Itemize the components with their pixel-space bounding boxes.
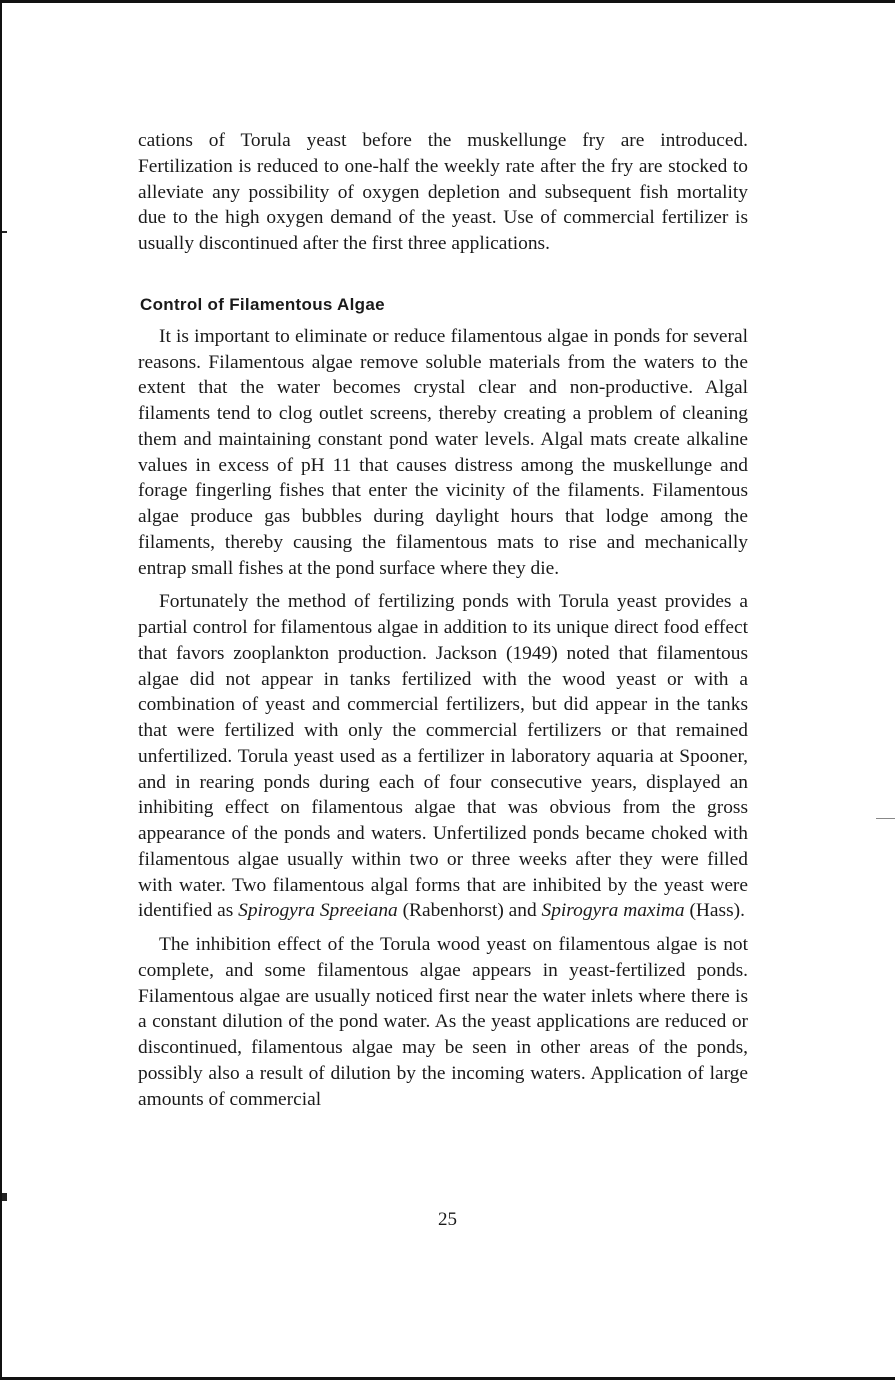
paragraph-continued: cations of Torula yeast before the muskellunge fry are introduced. Fertilization is reduced to one-half the weekly rate after the fry are stocked to alleviate any possibility of oxygen depletion and subsequent fish mortality due to the high oxygen demand of the yeast. Use of commercial fertilizer is usually discontinued after the first three applications. — [138, 130, 748, 254]
paragraph: It is important to eliminate or reduce filamentous algae in ponds for several reasons. Filamentous algae remove soluble materials from the waters to the extent that the water becomes crystal clear and non-productive. Algal filaments tend to clog outlet screens, thereby creating a problem of cleaning them and maintaining constant pond water levels. Algal mats create alkaline values in excess of pH 11 that causes distress among the muskellunge and forage fingerling fishes that enter the vicinity of the filaments. Filamentous algae produce gas bubbles during daylight hours that lodge among the filaments, thereby causing the filamentous mats to rise and mechanically entrap small fishes at the pond surface where they die. — [138, 325, 748, 579]
page-number: 25 — [438, 1209, 457, 1230]
scan-border-top — [0, 0, 895, 3]
page-body — [138, 128, 748, 1112]
paragraph: The inhibition effect of the Torula wood yeast on filamentous algae is not complete, and some filamentous algae appears in yeast-fertilized ponds. Filamentous algae are usually noticed first near the water inlets where there is a constant dilution of the pond water. As the yeast applications are reduced or discontinued, filamentous algae may be seen in other areas of the ponds, possibly also a result of dilution by the incoming waters. Application of large amounts of commercial — [138, 934, 748, 1110]
species-name: Spirogyra maxima — [541, 900, 685, 922]
scan-border-left — [0, 0, 2, 1380]
scan-mark — [2, 1193, 7, 1201]
paragraph — [138, 589, 748, 924]
species-author: (Hass). — [684, 900, 745, 922]
section-heading: Control of Filamentous Algae — [140, 294, 385, 314]
species-name: Spirogyra Spreeiana — [238, 900, 398, 922]
scan-mark — [876, 818, 895, 819]
paragraph-text: Fortunately the method of fertilizing ponds with Torula yeast provides a partial control for filamentous algae in addition to its unique direct food effect that favors zooplankton production. Jackson (1949) noted that filamentous algae did not appear in tanks fertilized with the wood yeast or with a combination of yeast and commercial fertilizers, but did appear in the tanks that were fertilized with only the commercial fertilizers or that remained unfertilized. Torula yeast used as a fertilizer in laboratory aquaria at Spooner, and in rearing ponds during each of four consecutive years, displayed an inhibiting effect on filamentous algae that was obvious from the gross appearance of the ponds and waters. Unfertilized ponds became choked with filamentous algae usually within two or three weeks after they were filled with water. Two filamentous algal forms that are inhibited by the yeast were identified as — [138, 591, 748, 922]
scan-mark — [2, 231, 7, 233]
species-author: (Rabenhorst) and — [397, 900, 542, 922]
